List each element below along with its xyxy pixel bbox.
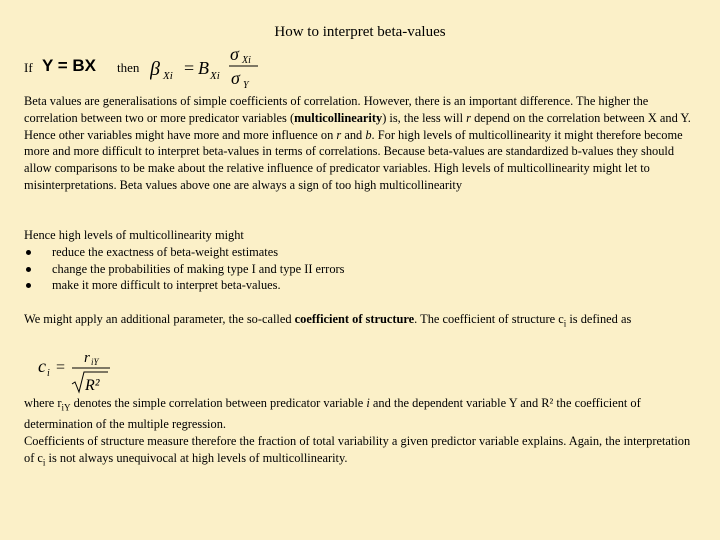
page-title: How to interpret beta-values — [274, 24, 446, 40]
structure-formula — [34, 348, 114, 394]
term-coefficient-of-structure: coefficient of structure — [294, 312, 415, 326]
beta-formula — [150, 44, 290, 90]
consequences-intro: Hence high levels of multicollinearity might — [24, 228, 244, 242]
consequences-list — [24, 244, 696, 294]
equals-sign: = — [56, 359, 66, 376]
b-subscript: Xi — [210, 70, 220, 82]
equation-row — [24, 44, 324, 90]
list-item: make it more difficult to interpret beta-values. — [24, 277, 696, 294]
then-word: then — [117, 60, 140, 75]
r-squared: R² — [85, 377, 100, 394]
bullet-icon — [26, 283, 31, 288]
term-multicollinearity: multicollinearity — [294, 110, 383, 125]
list-item: reduce the exactness of beta-weight estimates — [24, 244, 696, 261]
b-coefficient: B — [198, 58, 209, 78]
beta-subscript: Xi — [163, 70, 173, 82]
c-symbol: c — [38, 356, 46, 376]
sigma-numerator-sub: Xi — [242, 55, 251, 66]
bullet-icon — [26, 267, 31, 272]
r-symbol: r — [84, 350, 90, 366]
bullet-icon — [26, 250, 31, 255]
r-subscript: iY — [91, 357, 99, 367]
paragraph-consequences — [24, 227, 696, 294]
sigma-denominator-sub: Y — [243, 80, 249, 90]
sigma-numerator: σ — [230, 44, 239, 64]
c-subscript: i — [47, 368, 50, 379]
equals-sign: = — [184, 58, 195, 78]
matrix-equation: Y = BX — [42, 56, 97, 75]
paragraph-structure-explanation: where $r_{iY}$ denotes the simple correlation between predicator variable i and the dependent variable Y and R² the coefficient of determination of the multiple regression. Coefficients of structure measure therefore the fraction of total variability a given predictor variable explains. Again, the interpretation of $c_i$ is not always unequivocal at high levels of multicollinearity. — [24, 396, 691, 468]
list-item: change the probabilities of making type I and type II errors — [24, 261, 696, 278]
sigma-denominator: σ — [231, 68, 240, 88]
if-word: If — [24, 60, 33, 75]
paragraph-structure-definition: We might apply an additional parameter, the so-called coefficient of structure. The coefficient of structure $c_i$ is defined as — [24, 312, 632, 329]
paragraph-multicollinearity: Beta values are generalisations of simple coefficients of correlation. However, there is an important difference. The higher the correlation between two or more predicator variables (multicollinearity) is, the less will r depend on the correlation between X and Y. Hence other variables might have more and more influence on r and b. For high levels of multicollinearity it might therefore become more and more difficult to interpret beta-values in terms of correlations. Because beta-values are standardized b-values they should allow comparisons to be make about the relative influence of predicator variables. High levels of multicollinearity might let to misinterpretations. Beta values above one are always a sign of too high multicollinearity — [24, 94, 691, 192]
beta-symbol: β — [150, 58, 160, 80]
